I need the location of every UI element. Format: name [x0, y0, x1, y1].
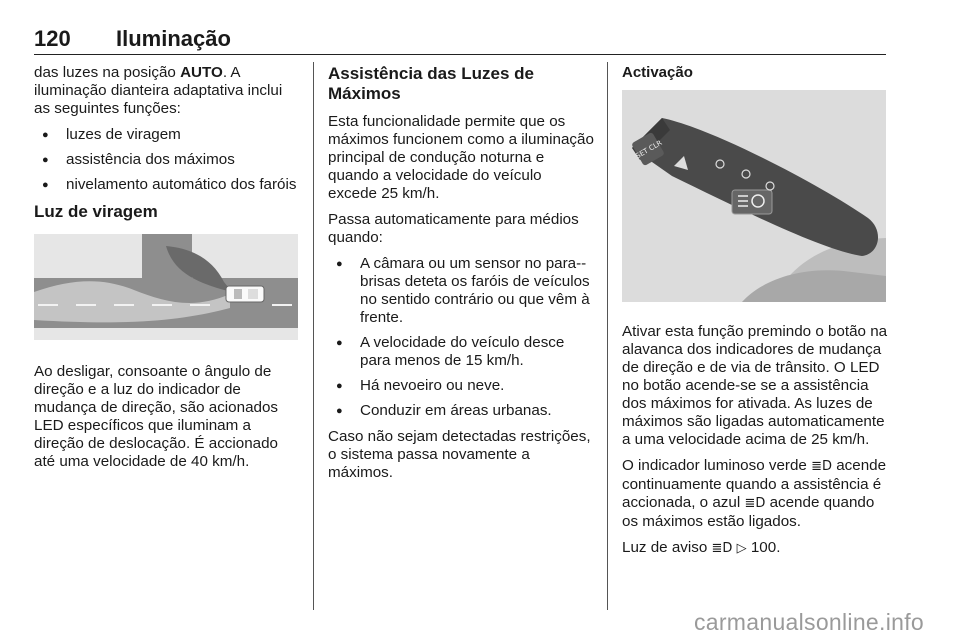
page-header [34, 24, 886, 55]
column-3 [622, 64, 888, 566]
cornering-paragraph: Ao desligar, consoante o ângulo de direção e a luz do indicador de mudança de direção, são acionados LED específicos que iluminam a direção de deslocação. É accionado até uma velocidade de 40 km/h. [34, 363, 279, 470]
indicator-paragraph: O indicador luminoso verde ≣D acende continuamente quando a assistência é accionada, o azul ≣D acende quando os máximos estão ligados. [622, 457, 887, 530]
column-1 [34, 64, 300, 479]
section-heading-cornering-light: Luz de viragem [34, 202, 158, 221]
column-divider [607, 62, 608, 610]
page-reference-arrow-icon: ▷ [736, 541, 747, 556]
conditions-list [328, 255, 594, 420]
list-item: ● assistência dos máximos [34, 151, 300, 169]
cornering-light-illustration [34, 234, 300, 345]
warning-light-paragraph: Luz de aviso ≣D ▷ 100. [622, 539, 781, 556]
functions-list [34, 126, 300, 194]
section-heading-activation: Activação [622, 64, 693, 81]
paragraph: Caso não sejam detectadas restrições, o sistema passa novamente a máximos. [328, 428, 591, 481]
column-2 [328, 64, 594, 490]
paragraph: Passa automaticamente para médios quando: [328, 211, 579, 246]
list-item: ● luzes de viragem [34, 126, 300, 144]
watermark: carmanualsonline.info [693, 609, 924, 635]
intro-paragraph: das luzes na posição AUTO. A iluminação dianteira adaptativa inclui as seguintes funções: [34, 64, 283, 117]
activation-paragraph: Ativar esta função premindo o botão na alavanca dos indicadores de mudança de direção e de via de trânsito. O LED no botão acende-se se a assistência dos máximos for ativada. As luzes de máximos são ligadas automaticamente a uma velocidade acima de 25 km/h. [622, 323, 888, 448]
list-item: ● Conduzir em áreas urbanas. [328, 402, 594, 420]
high-beam-indicator-icon: ≣D [744, 496, 766, 511]
list-item: ● nivelamento automático dos faróis [34, 176, 300, 194]
warning-light-icon: ≣D [711, 541, 733, 556]
list-item: ● Há nevoeiro ou neve. [328, 377, 594, 395]
page-number: 120 [34, 26, 71, 51]
lever-set-clr-label: SET CLR [634, 138, 664, 161]
lever-illustration [622, 90, 888, 307]
auto-label: AUTO [180, 64, 223, 81]
list-item: ● A câmara ou um sensor no para--brisas deteta os faróis de veículos no sentido contrário ou que vêm à frente. [328, 255, 594, 327]
list-item: ● A velocidade do veículo desce para menos de 15 km/h. [328, 334, 594, 370]
section-heading-high-beam-assist: Assistência das Luzes de Máximos [328, 64, 534, 103]
high-beam-assist-indicator-icon: ≣D [811, 459, 833, 474]
page-title: Iluminação [116, 26, 231, 51]
paragraph: Esta funcionalidade permite que os máximos funcionem como a iluminação principal de condução noturna e quando a velocidade do veículo excede 25 km/h. [328, 113, 594, 202]
column-divider [313, 62, 314, 610]
